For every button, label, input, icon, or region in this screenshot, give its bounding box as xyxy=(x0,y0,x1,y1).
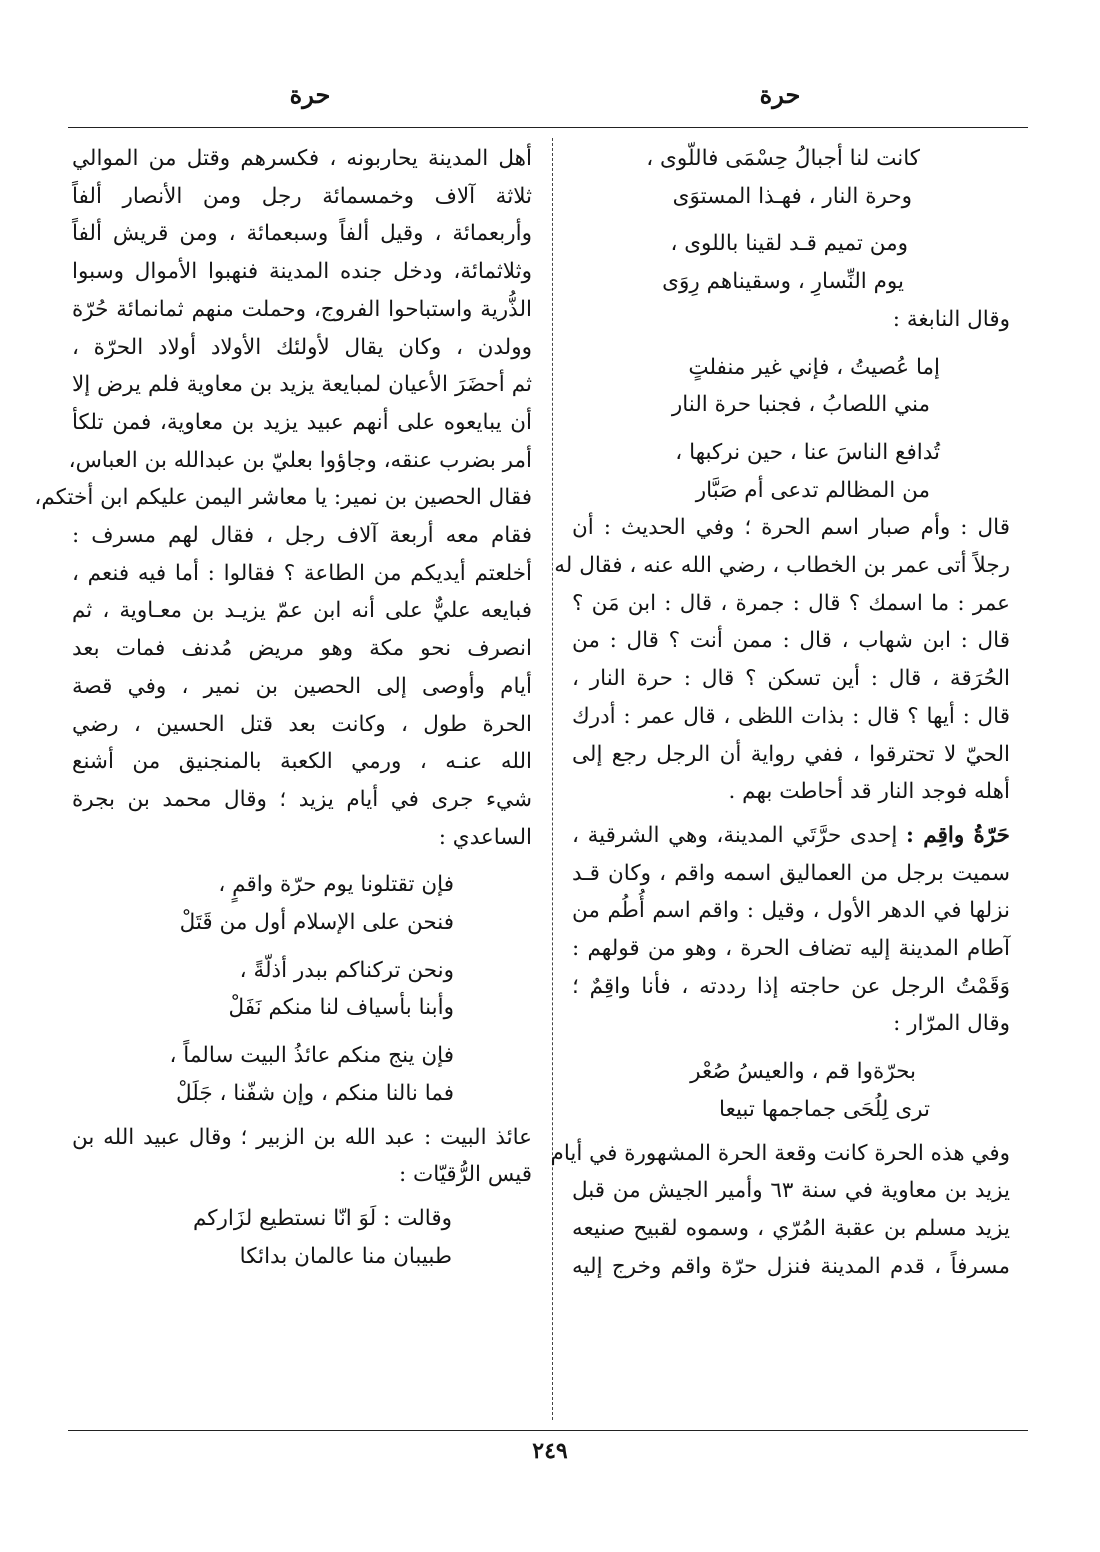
verse-line: طبيبان منا عالمان بدائكا xyxy=(239,1243,452,1269)
verse-line: تُدافع الناسَ عنا ، حين نركبها ، xyxy=(675,439,940,465)
text-line: قيس الرُّقيّات : xyxy=(398,1162,532,1188)
text-line: قال : وأم صبار اسم الحرة ؛ وفي الحديث : أن xyxy=(572,515,1010,541)
text-line: وثلاثمائة، ودخل جنده المدينة فنهبوا الأموال وسبوا xyxy=(72,259,532,285)
paragraph-battle-continued xyxy=(34,140,532,856)
verse-line: وقالت : لَوَ انّا نستطيع لزَاركم xyxy=(193,1205,452,1231)
text-line: رجلاً أتى عمر بن الخطاب ، رضي الله عنه ، فقال له xyxy=(554,553,1010,579)
text-line: سميت برجل من العماليق اسمه واقم ، وكان قـد xyxy=(572,860,1010,886)
verse-line: فإن ينج منكم عائذُ البيت سالماً ، xyxy=(169,1043,454,1069)
text-line: نزلها في الدهر الأول ، وقيل : واقم اسم أُطُم من xyxy=(572,898,1010,924)
right-column xyxy=(550,140,1011,1285)
paragraph-hadith xyxy=(554,509,1010,811)
text-line: أهله فوجد النار قد أحاطت بهم . xyxy=(728,779,1010,805)
verse-line: وأبنا بأسياف لنا منكم نَفَلْ xyxy=(228,995,454,1021)
text-line: أهل المدينة يحاربونه ، فكسرهم وقتل من الموالي xyxy=(72,146,532,171)
text-line: فقام معه أربعة آلاف رجل ، فقال لهم مسرف : xyxy=(72,523,532,549)
verse-line: فنحن على الإسلام أول من قَتَلْ xyxy=(179,910,454,936)
text-line: شيء جرى في أيام يزيد ؛ وقال محمد بن بجرة xyxy=(72,786,532,812)
verse-line: مني اللصابُ ، فجنبا حرة النار xyxy=(671,392,930,418)
text-line: الساعدي : xyxy=(438,824,532,850)
text-line: وولدن ، وكان يقال لأولئك الأولاد أولاد الحرّة ، xyxy=(72,334,532,360)
text-line: الحرة طول ، وكانت بعد قتل الحسين ، رضي xyxy=(72,711,532,737)
text-line: وقال المرّار : xyxy=(893,1011,1010,1037)
text-line: قال : ابن شهاب ، قال : ممن أنت ؟ قال : من xyxy=(572,628,1010,654)
verse-line: كانت لنا أجبالُ حِسْمَى فاللّوى ، xyxy=(646,146,920,171)
entry-harrat-waqim xyxy=(572,817,1010,1043)
running-head-right: حرة xyxy=(759,80,801,109)
text-line: الحُرَقة ، قال : أين تسكن ؟ قال : حرة النار ، xyxy=(572,666,1010,692)
verse-line: يوم النِّسارِ ، وسقيناهم رِوَى xyxy=(662,269,904,295)
top-rule xyxy=(68,127,1028,128)
verse-line: ترى لِلُحَى جماجمها تبيعا xyxy=(719,1096,930,1122)
text-line: وَقَمْتُ الرجل عن حاجته إذا رددته ، فأنا واقِمٌ ؛ xyxy=(572,973,1010,999)
text-line: وقال النابغة : xyxy=(892,306,1010,332)
verse-line: ونحن تركناكم ببدر أذلّةً ، xyxy=(239,957,454,983)
text-line: يزيد بن معاوية في سنة ٦٣ وأمير الجيش من قبل xyxy=(572,1178,1011,1204)
verse-block-4 xyxy=(72,866,532,1112)
text-line: الله عنـه ، ورمي الكعبة بالمنجنيق من أشنع xyxy=(72,749,532,775)
text-line: أخلعتم أيديكم من الطاعة ؟ فقالوا : أما فيه فنعم ، xyxy=(72,560,532,586)
text-line: عائذ البيت : عبد الله بن الزبير ؛ وقال عبيد الله بن xyxy=(72,1124,532,1150)
text-line: انصرف نحو مكة وهو مريض مُدنف فمات بعد xyxy=(72,636,532,662)
entry-text: إحدى حرَّتَي المدينة، وهي الشرقية ، xyxy=(572,822,898,848)
verse-line: بحرّةوا قم ، والعيسُ صُعْر xyxy=(690,1059,916,1085)
text-line: فقال الحصين بن نمير: يا معاشر اليمن عليكم ابن أختكم، xyxy=(34,485,532,511)
verse-line: وحرة النار ، فهـذا المستوَى xyxy=(672,183,912,209)
nabigha-intro xyxy=(572,301,1010,339)
text-line: عمر : ما اسمك ؟ قال : جمرة ، قال : ابن مَن ؟ xyxy=(572,590,1010,616)
verse-line: فما نالنا منكم ، وإن شفّنا ، جَلَلْ xyxy=(175,1080,454,1106)
text-line: الذُّرية واستباحوا الفروج، وحملت منهم ثمانمائة حُرّة xyxy=(72,296,532,322)
bottom-rule xyxy=(68,1430,1028,1431)
paragraph-aidh-albayt xyxy=(72,1119,532,1194)
text-line: الحيّ لا تحترقوا ، ففي رواية أن الرجل رجع إلى xyxy=(572,741,1010,767)
verse-line: فإن تقتلونا يوم حرّة واقمٍ ، xyxy=(218,872,454,898)
text-line: آطام المدينة إليه تضاف الحرة ، وهو من قولهم : xyxy=(572,936,1010,962)
verse-block-2 xyxy=(572,349,1010,510)
text-line: يزيد مسلم بن عقبة المُرّي ، وسموه لقبيح صنيعه xyxy=(572,1215,1010,1241)
left-column xyxy=(34,140,532,1275)
text-line: وأربعمائة ، وقيل ألفاً وسبعمائة ، ومن قريش ألفاً xyxy=(72,221,532,247)
column-divider xyxy=(552,138,553,1420)
text-line: أن يبايعوه على أنهم عبيد يزيد بن معاوية، فمن تلكأ xyxy=(72,409,532,435)
running-head-left: حرة xyxy=(289,80,331,109)
verse-block-5 xyxy=(72,1200,532,1275)
text-line: قال : أيها ؟ قال : بذات اللظى ، قال عمر : أدرك xyxy=(572,703,1010,729)
text-line xyxy=(572,817,1010,855)
page-number: ٢٤٩ xyxy=(532,1438,568,1464)
verse-line: من المظالم تدعى أم صَبَّار xyxy=(695,477,930,503)
verse-line: ومن تميم قـد لقينا باللوى ، xyxy=(670,231,908,257)
verse-block-1 xyxy=(572,140,1010,301)
text-line: وفي هذه الحرة كانت وقعة الحرة المشهورة في أيام xyxy=(550,1140,1010,1166)
text-line: فبايعه عليٌّ على أنه ابن عمّ يزيـد بن معـاوية ، ثم xyxy=(72,598,532,624)
text-line: ثلاثة آلاف وخمسمائة رجل ومن الأنصار ألفاً xyxy=(72,183,532,209)
text-line: أيام وأوصى إلى الحصين بن نمير ، وفي قصة xyxy=(72,673,532,699)
paragraph-battle xyxy=(550,1135,1011,1286)
text-line: أمر بضرب عنقه، وجاؤوا بعليّ بن عبدالله بن العباس، xyxy=(68,447,532,473)
text-line: ثم أحضَرَ الأعيان لمبايعة يزيد بن معاوية فلم يرض إلا xyxy=(72,372,532,398)
text-line: مسرفاً ، قدم المدينة فنزل حرّة واقم وخرج إليه xyxy=(572,1253,1010,1279)
verse-line: إما عُصيتُ ، فإني غير منفلتٍ xyxy=(688,354,940,380)
entry-headword: حَرّةُ واقِم : xyxy=(906,822,1010,848)
verse-block-3 xyxy=(572,1053,1010,1128)
